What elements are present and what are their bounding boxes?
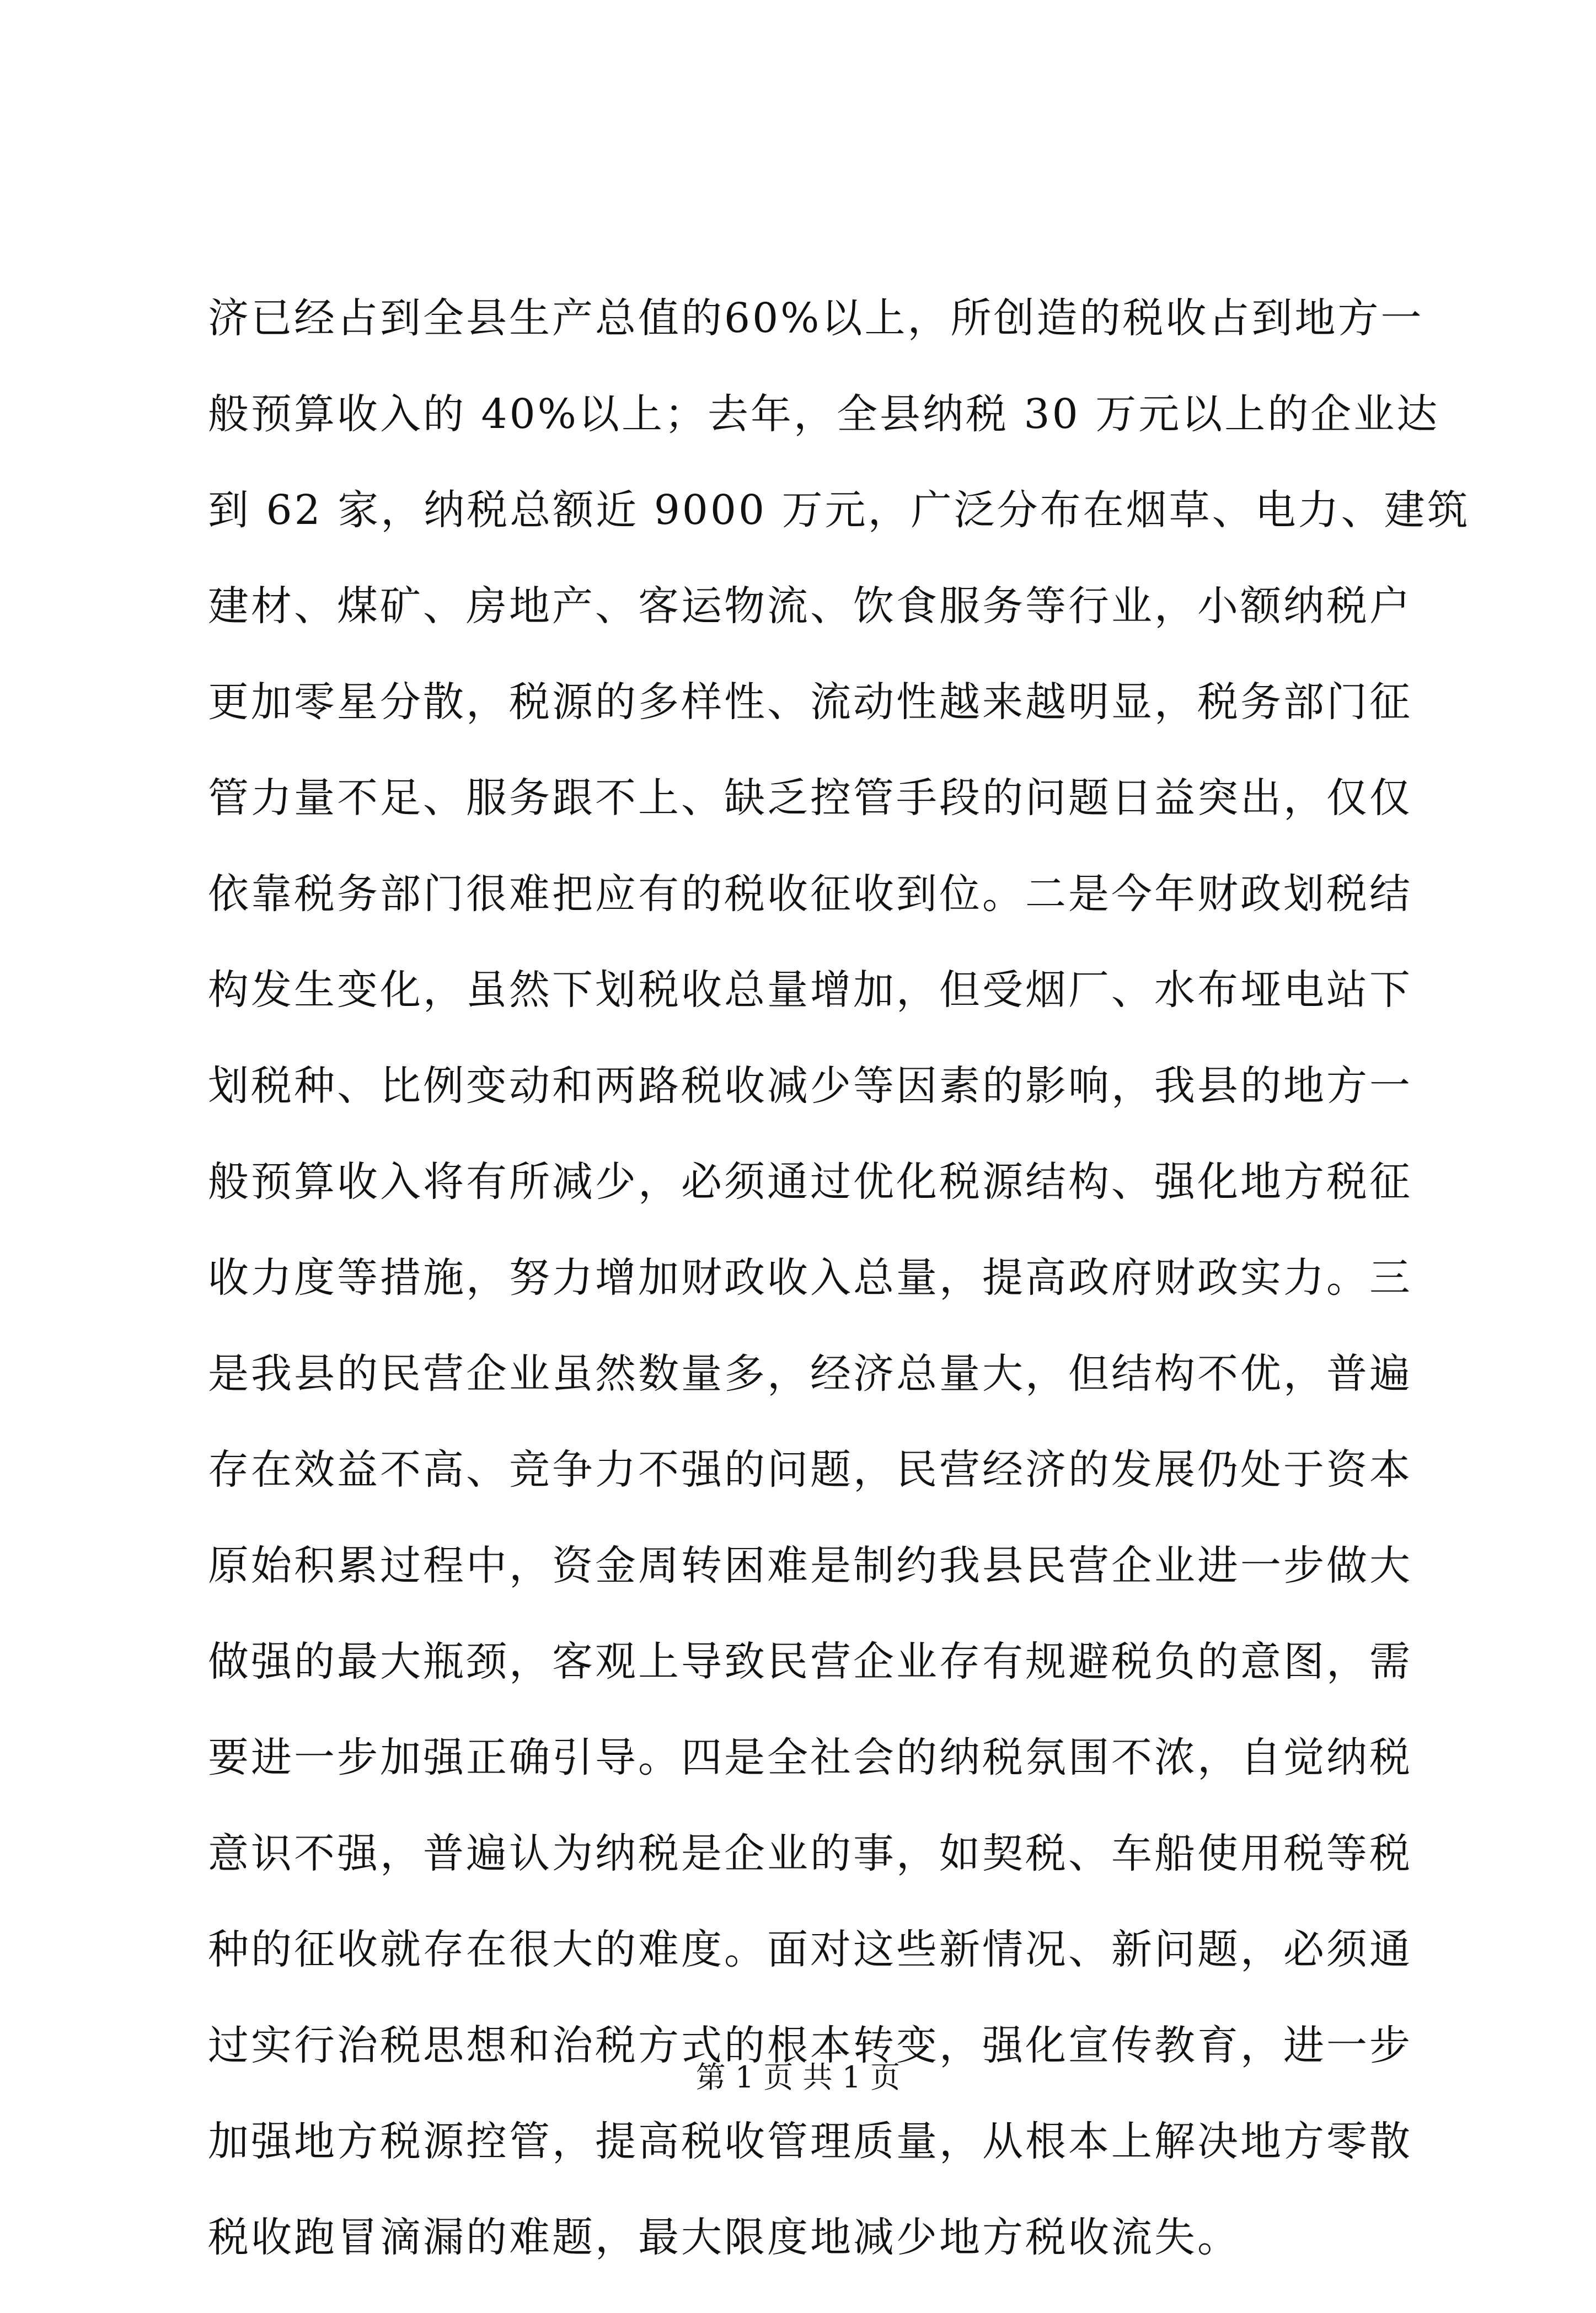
text-line: 意识不强，普遍认为纳税是企业的事，如契税、车船使用税等税 <box>208 1830 1412 1877</box>
text-line: 税收跑冒滴漏的难题，最大限度地减少地方税收流失。 <box>208 2214 1240 2261</box>
text-line: 做强的最大瓶颈，客观上导致民营企业存有规避税负的意图，需 <box>208 1638 1412 1685</box>
text-line: 过实行治税思想和治税方式的根本转变，强化宣传教育，进一步 <box>208 2022 1412 2069</box>
text-line: 种的征收就存在很大的难度。面对这些新情况、新问题，必须通 <box>208 1926 1412 1973</box>
page-number-footer: 第 1 页 共 1 页 <box>695 2060 901 2095</box>
text-line: 依靠税务部门很难把应有的税收征收到位。二是今年财政划税结 <box>208 870 1412 918</box>
text-line: 济已经占到全县生产总值的60%以上，所创造的税收占到地方一 <box>208 295 1424 342</box>
text-line: 构发生变化，虽然下划税收总量增加，但受烟厂、水布垭电站下 <box>208 966 1412 1014</box>
text-line: 更加零星分散，税源的多样性、流动性越来越明显，税务部门征 <box>208 678 1412 726</box>
text-line: 收力度等措施，努力增加财政收入总量，提高政府财政实力。三 <box>208 1254 1412 1302</box>
text-line: 到 62 家，纳税总额近 9000 万元，广泛分布在烟草、电力、建筑 <box>208 486 1470 534</box>
text-line: 般预算收入的 40%以上；去年，全县纳税 30 万元以上的企业达 <box>208 390 1440 438</box>
text-line: 般预算收入将有所减少，必须通过优化税源结构、强化地方税征 <box>208 1158 1412 1206</box>
text-line: 划税种、比例变动和两路税收减少等因素的影响，我县的地方一 <box>208 1062 1412 1110</box>
text-line: 建材、煤矿、房地产、客运物流、饮食服务等行业，小额纳税户 <box>208 582 1412 630</box>
text-line: 管力量不足、服务跟不上、缺乏控管手段的问题日益突出，仅仅 <box>208 774 1412 822</box>
text-line: 存在效益不高、竞争力不强的问题，民营经济的发展仍处于资本 <box>208 1446 1412 1493</box>
text-line: 原始积累过程中，资金周转困难是制约我县民营企业进一步做大 <box>208 1542 1412 1589</box>
text-line: 是我县的民营企业虽然数量多，经济总量大，但结构不优，普遍 <box>208 1350 1412 1398</box>
text-line: 加强地方税源控管，提高税收管理质量，从根本上解决地方零散 <box>208 2118 1412 2165</box>
text-line: 要进一步加强正确引导。四是全社会的纳税氛围不浓，自觉纳税 <box>208 1734 1412 1781</box>
body-paragraph <box>208 295 1470 2313</box>
